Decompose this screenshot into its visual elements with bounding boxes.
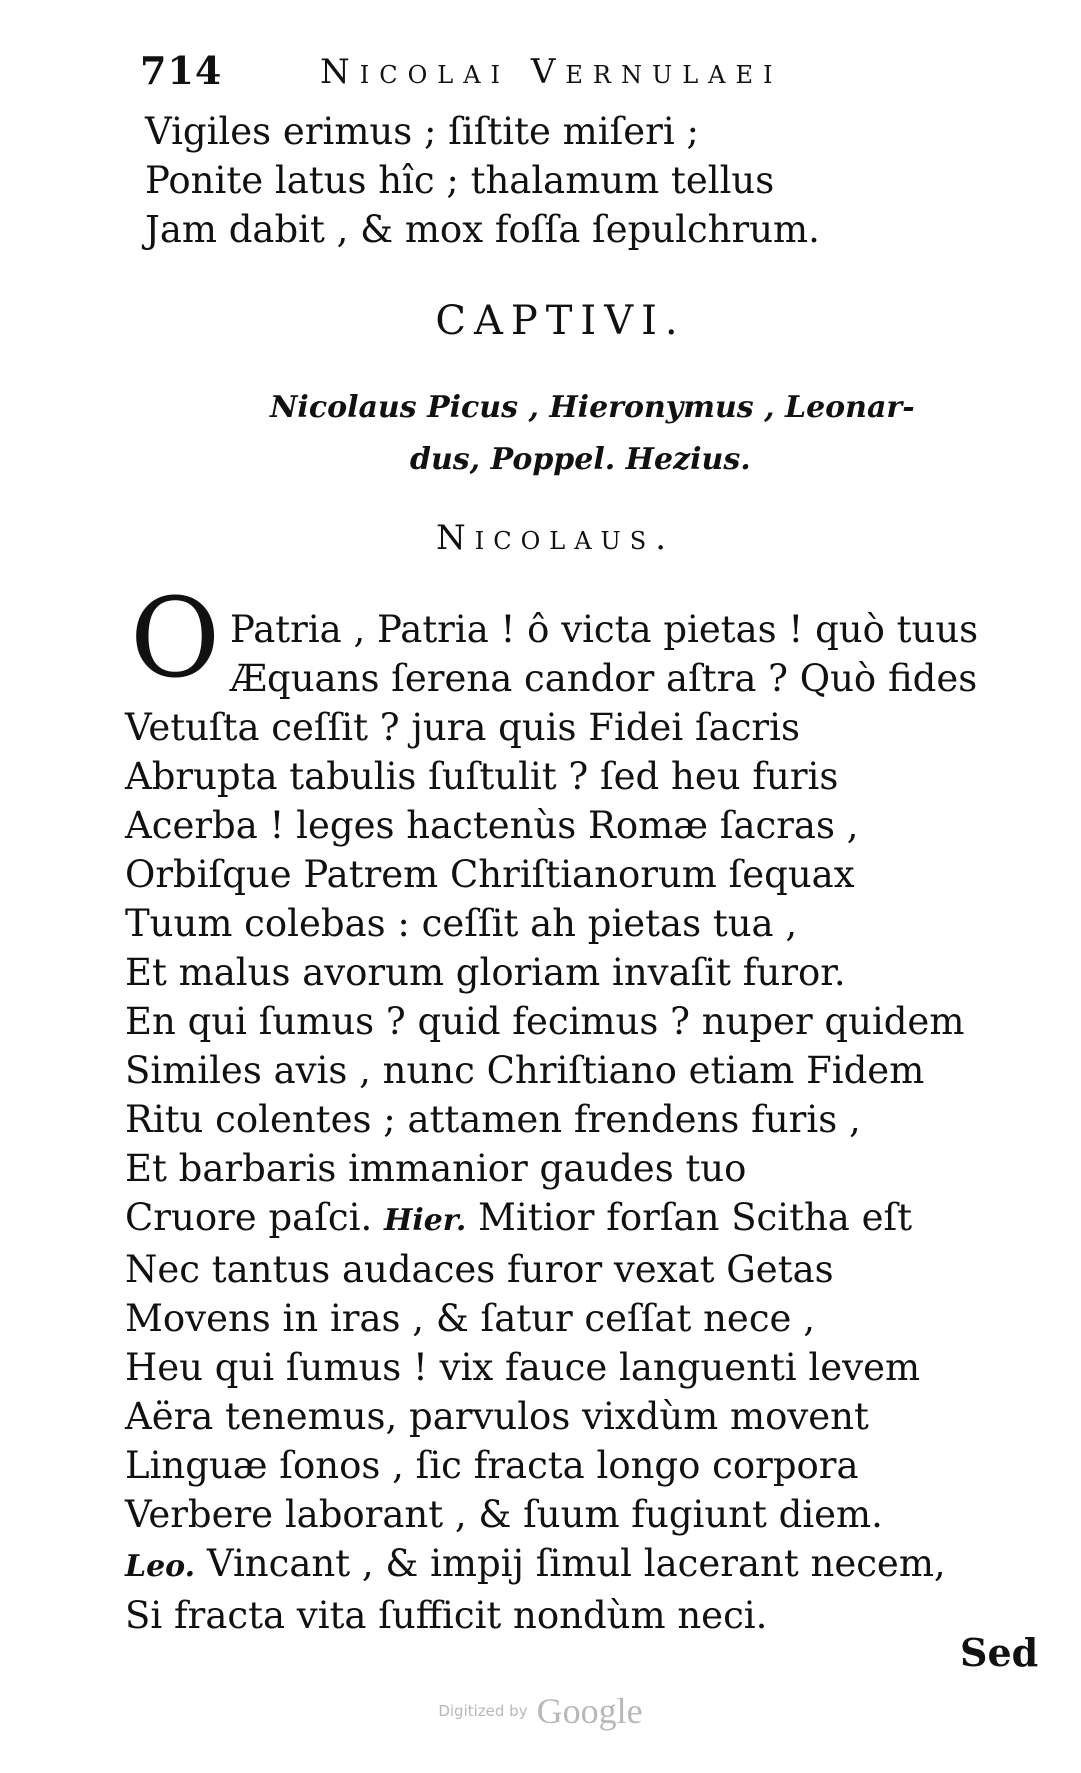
page-header: [140, 48, 900, 98]
catchword: Sed: [960, 1630, 1039, 1675]
verse-line: Et barbaris immanior gaudes tuo: [125, 1147, 747, 1190]
verse-line: Aëra tenemus, parvulos vixdùm movent: [125, 1395, 869, 1438]
verse-line: Patria , Patria ! ô victa pietas ! quò tuus: [230, 608, 979, 651]
verse-line: Movens in iras , & ſatur ceſſat nece ,: [125, 1297, 815, 1340]
section-title: CAPTIVI.: [435, 298, 686, 344]
verse-line: Jam dabit , & mox foſſa ſepulchrum.: [145, 208, 820, 251]
verse-line: [125, 1193, 978, 1245]
google-logo: Google: [536, 1691, 643, 1731]
verse-line: Vigiles erimus ; ſiſtite miſeri ;: [145, 110, 699, 153]
speaker-label: Hier.: [383, 1203, 467, 1238]
verse-line: Tuum colebas : ceſſit ah pietas tua ,: [125, 902, 798, 945]
verse-line: Ponite latus hîc ; thalamum tellus: [145, 159, 775, 202]
verse-line: Æquans ſerena candor aſtra ? Quò fides: [230, 657, 978, 700]
verse-text: Mitior forſan Scitha eſt: [466, 1196, 913, 1239]
verse-line: En qui ſumus ? quid fecimus ? nuper quidem: [125, 1000, 965, 1043]
drop-cap: O: [130, 574, 221, 702]
dramatis-personae: [270, 382, 920, 486]
digitized-prefix: Digitized by: [438, 1702, 528, 1720]
digitized-watermark: [0, 1690, 1081, 1732]
speaker-heading: Nicolaus.: [435, 518, 675, 558]
personae-line-1: Nicolaus Picus , Hieronymus , Leonar-: [270, 390, 915, 425]
verse-line: Similes avis , nunc Chriſtiano etiam Fidem: [125, 1049, 925, 1092]
running-head: Nicolai Vernulaei: [320, 52, 783, 92]
top-verse: [145, 107, 820, 254]
verse-line: [125, 1539, 978, 1591]
main-verse: [125, 605, 978, 1640]
verse-line: Linguæ ſonos , ſic fracta longo corpora: [125, 1444, 859, 1487]
verse-line: Si fracta vita ſufficit nondùm neci.: [125, 1594, 768, 1637]
verse-line: Verbere laborant , & ſuum fugiunt diem.: [125, 1493, 883, 1536]
verse-line: Nec tantus audaces furor vexat Getas: [125, 1248, 834, 1291]
verse-line: Ritu colentes ; attamen frendens furis ,: [125, 1098, 861, 1141]
verse-line: Abrupta tabulis ſuſtulit ? ſed heu furis: [125, 755, 839, 798]
verse-line: Et malus avorum gloriam invaſit furor.: [125, 951, 846, 994]
verse-text: Vincant , & impij ſimul lacerant necem,: [195, 1542, 946, 1585]
personae-line-2: dus, Poppel. Hezius.: [410, 442, 751, 477]
verse-line: Vetuſta ceſſit ? jura quis Fidei ſacris: [125, 706, 800, 749]
verse-line: Heu qui ſumus ! vix fauce languenti levem: [125, 1346, 921, 1389]
speaker-label: Leo.: [125, 1549, 196, 1584]
page-number: 714: [140, 48, 223, 93]
verse-line: Orbiſque Patrem Chriſtianorum ſequax: [125, 853, 855, 896]
verse-line: Acerba ! leges hactenùs Romæ ſacras ,: [125, 804, 859, 847]
verse-text: Cruore paſci.: [125, 1196, 384, 1239]
